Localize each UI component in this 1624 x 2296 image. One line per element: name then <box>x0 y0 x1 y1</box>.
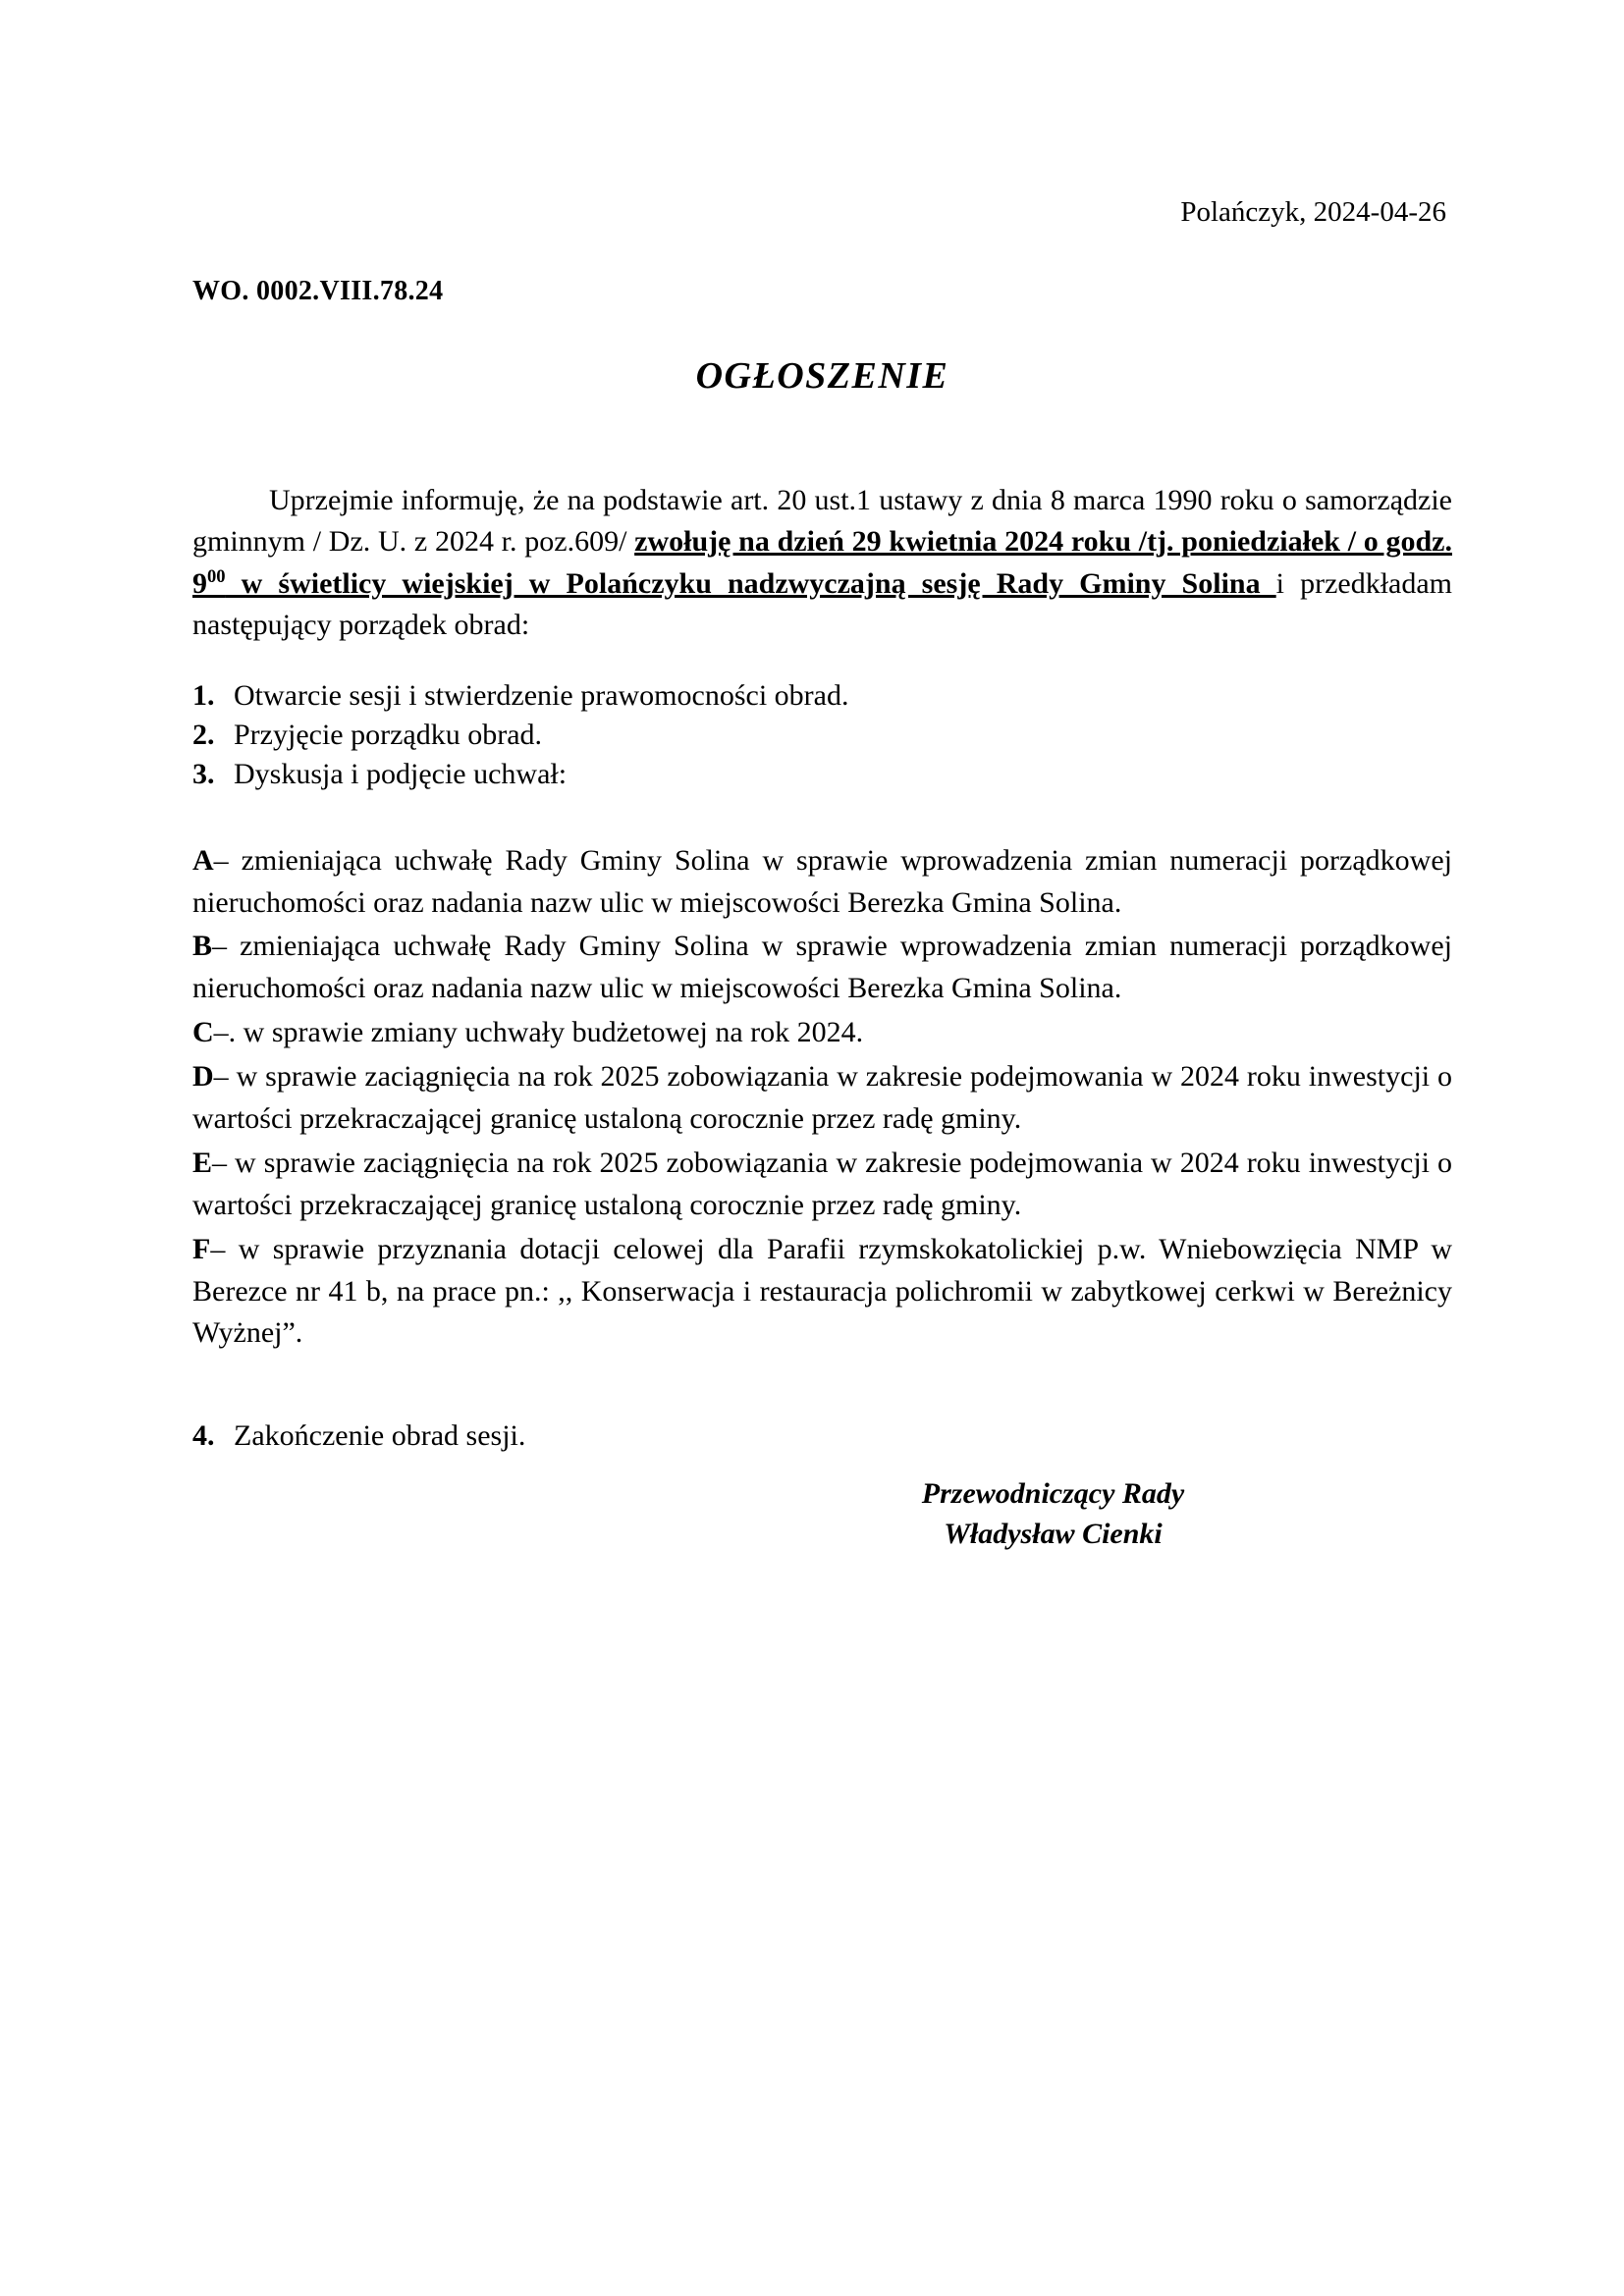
intro-emphasis-second: w świetlicy wiejskiej w Polańczyku nadzwyczajną sesję Rady Gminy Solina <box>225 566 1276 600</box>
agenda-label: Otwarcie sesji i stwierdzenie prawomocności obrad. <box>234 679 849 713</box>
resolution-letter: B <box>192 930 213 963</box>
list-item <box>192 926 1452 1010</box>
list-item <box>192 676 1452 716</box>
list-item <box>192 716 1452 755</box>
resolutions-list <box>192 840 1452 1356</box>
list-item <box>192 1056 1452 1141</box>
resolution-text: w sprawie zaciągnięcia na rok 2025 zobowiązania w zakresie podejmowania w 2024 roku inwestycji o wartości przekraczającej granicę ustaloną corocznie przez radę gminy. <box>192 1060 1453 1135</box>
closing-item <box>192 1419 1452 1453</box>
resolution-dash: – <box>212 930 241 963</box>
resolution-text: w sprawie przyznania dotacji celowej dla Parafii rzymskokatolickiej p.w. Wniebowzięcia NMP w Berezce nr 41 b, na prace pn.: ,, Konserwacja i restauracja polichromii w zabytkowej cerkwi w Bereżnicy Wyżnej”. <box>192 1232 1453 1350</box>
agenda-number: 1. <box>192 679 215 713</box>
resolution-letter: F <box>192 1232 211 1265</box>
list-item <box>192 1143 1452 1227</box>
intro-text-part1: Uprzejmie informuję, że na podstawie art. 20 ust.1 ustawy z dnia 8 marca 1990 roku o samorządzie gminnym / Dz. U. z 2024 r. poz.609/ <box>192 483 1452 559</box>
resolution-text: w sprawie zaciągnięcia na rok 2025 zobowiązania w zakresie podejmowania w 2024 roku inwestycji o wartości przekraczającej granicę ustaloną corocznie przez radę gminy. <box>192 1146 1453 1221</box>
list-item <box>192 755 1452 794</box>
resolution-dash: – <box>212 1146 236 1179</box>
hour-superscript: 00 <box>207 565 226 587</box>
reference-number: WO. 0002.VIII.78.24 <box>192 275 444 306</box>
resolution-text: . w sprawie zmiany uchwały budżetowej na rok 2024. <box>228 1016 864 1049</box>
signature-block <box>192 1474 1452 1554</box>
resolution-text: zmieniająca uchwałę Rady Gminy Solina w sprawie wprowadzenia zmian numeracji porządkowej nieruchomości oraz nadania nazw ulic w miejscowości Berezka Gmina Solina. <box>192 843 1452 919</box>
intro-emphasis-first-text: zwołuję na dzień 29 kwietnia 2024 roku /tj. poniedziałek / o godz. 9 <box>192 525 1452 600</box>
intro-text-part2: i przedkładam następujący porządek obrad: <box>192 566 1452 642</box>
resolution-text: zmieniająca uchwałę Rady Gminy Solina w sprawie wprowadzenia zmian numeracji porządkowej nieruchomości oraz nadania nazw ulic w miejscowości Berezka Gmina Solina. <box>192 930 1452 1005</box>
agenda-number: 3. <box>192 758 215 791</box>
list-item <box>192 1229 1452 1356</box>
agenda-label: Dyskusja i podjęcie uchwał: <box>234 758 568 791</box>
agenda-number: 4. <box>192 1419 215 1453</box>
signature-name: Władysław Cienki <box>944 1517 1163 1550</box>
signature-role: Przewodniczący Rady <box>921 1477 1185 1511</box>
intro-paragraph <box>192 480 1452 647</box>
agenda-list <box>192 676 1452 795</box>
list-item <box>192 1012 1452 1054</box>
resolution-dash: – <box>210 1232 239 1265</box>
document-body <box>192 0 1452 1554</box>
agenda-label: Zakończenie obrad sesji. <box>234 1419 526 1453</box>
resolution-dash: – <box>213 1016 229 1049</box>
page-title: OGŁOSZENIE <box>695 354 949 397</box>
resolution-letter: C <box>192 1016 214 1049</box>
list-item <box>192 840 1452 925</box>
resolution-dash: – <box>213 843 242 877</box>
place-and-date: Polańczyk, 2024-04-26 <box>1180 196 1446 228</box>
resolution-letter: A <box>192 843 214 877</box>
resolution-letter: D <box>192 1060 214 1094</box>
resolution-dash: – <box>213 1060 237 1094</box>
resolution-letter: E <box>192 1146 213 1179</box>
agenda-number: 2. <box>192 719 215 752</box>
agenda-label: Przyjęcie porządku obrad. <box>234 719 543 752</box>
